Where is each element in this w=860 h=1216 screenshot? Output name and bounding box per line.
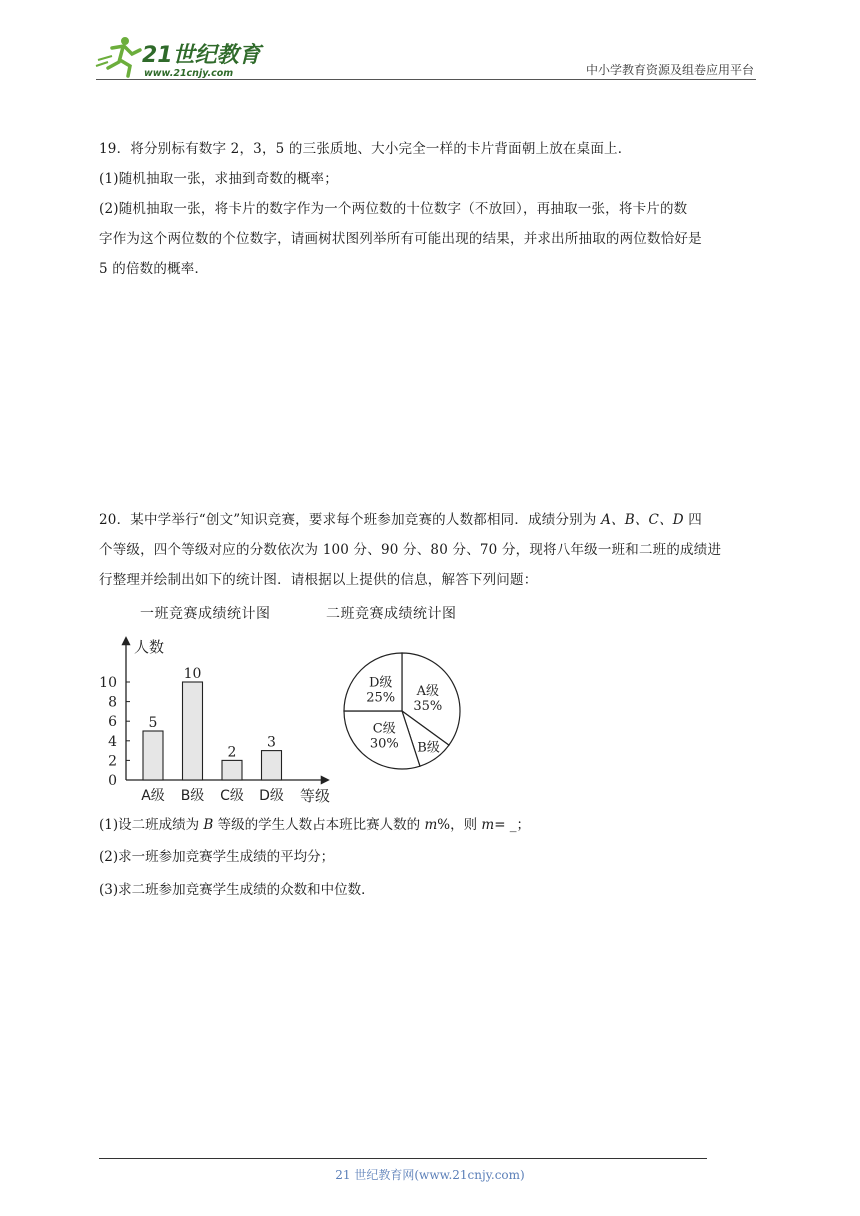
pie-slice-percent: 25% <box>366 690 396 706</box>
q19-part1: (1)随机抽取一张，求抽到奇数的概率； <box>99 171 338 187</box>
y-tick-label: 10 <box>99 675 117 691</box>
logo-url: www.21cnjy.com <box>144 68 234 79</box>
x-axis-label: 等级 <box>300 787 331 805</box>
bar-value-label: 5 <box>148 715 158 731</box>
y-tick-label: 4 <box>108 733 117 750</box>
pie-slice-percent: 30% <box>369 736 399 752</box>
bar-value-label: 2 <box>227 744 237 761</box>
q20-part2: (2)求一班参加竞赛学生成绩的平均分； <box>99 849 335 865</box>
q20-stem-line3: 行整理并绘制出如下的统计图．请根据以上提供的信息，解答下列问题： <box>99 572 538 588</box>
bar-chart-title: 一班竞赛成绩统计图 <box>140 606 271 622</box>
pie-chart <box>340 636 470 786</box>
x-tick-label: A级 <box>141 788 165 804</box>
q20-part1-text-b: 等级的学生人数占本班比赛人数的 <box>213 817 425 833</box>
pie-slice-label: B级 <box>417 740 440 756</box>
q19-part2-line1: (2)随机抽取一张，将卡片的数字作为一个两位数的十位数字（不放回），再抽取一张，将卡片的数 <box>99 201 688 217</box>
bar <box>183 682 203 780</box>
q20-part1-blank: = _； <box>494 817 531 833</box>
q20-stem-text: 20．某中学举行“创文”知识竞赛，要求每个班参加竞赛的人数都相同．成绩分别为 <box>99 512 602 528</box>
q19-stem: 19．将分别标有数字 2，3，5 的三张质地、大小完全一样的卡片背面朝上放在桌面上． <box>99 141 632 157</box>
y-tick-label: 2 <box>108 753 117 770</box>
bar <box>143 731 163 780</box>
pie-slice-label: C级 <box>372 721 396 737</box>
footer-text: 21 世纪教育网(www.21cnjy.com) <box>335 1168 525 1182</box>
y-tick-label: 6 <box>108 714 117 731</box>
q20-part3: (3)求二班参加竞赛学生成绩的众数和中位数． <box>99 882 375 898</box>
runner-icon <box>96 37 140 76</box>
bar-value-label: 3 <box>267 734 276 751</box>
bar-chart <box>96 630 346 810</box>
header-divider <box>96 79 756 80</box>
x-tick-label: D级 <box>259 788 284 804</box>
q20-part1-var-m2: m <box>481 817 495 833</box>
x-tick-label: B级 <box>180 788 205 804</box>
bar <box>222 760 242 780</box>
q20-stem-tail: 四 <box>683 512 703 528</box>
x-tick-label: C级 <box>220 788 244 804</box>
y-tick-label: 8 <box>108 694 117 711</box>
question-20 <box>99 505 763 595</box>
q19-part2-line3: 5 的倍数的概率． <box>99 261 209 277</box>
logo-text: 21世纪教育 <box>142 43 261 68</box>
y-tick-label: 0 <box>108 773 117 789</box>
bar <box>262 751 282 780</box>
q20-stem-line1 <box>99 505 763 535</box>
q19-part2-line2: 字作为这个两位数的个位数字，请画树状图列举所有可能出现的结果，并求出所抽取的两位数恰好是 <box>99 231 702 247</box>
footer-divider <box>99 1158 707 1159</box>
q20-part1-var-b: B <box>203 817 214 833</box>
header-platform-text: 中小学教育资源及组卷应用平台 <box>585 63 754 77</box>
q20-part1-text-a: (1)设二班成绩为 <box>99 817 204 833</box>
q20-grade-vars: A、B、C、D <box>601 512 684 528</box>
pie-chart-title: 二班竞赛成绩统计图 <box>326 606 457 622</box>
y-axis-label: 人数 <box>134 638 165 656</box>
site-logo <box>92 34 272 80</box>
q20-part1-var-m: m <box>424 817 438 833</box>
page-header <box>0 0 860 90</box>
q20-part1-text-c: %，则 <box>437 817 482 833</box>
q20-stem-line2: 个等级，四个等级对应的分数依次为 100 分、90 分、80 分、70 分，现将八年级一班和二班的成绩进 <box>99 542 722 558</box>
pie-slice-label: D级 <box>368 675 393 691</box>
q20-part1 <box>99 810 763 840</box>
pie-slice-label: A级 <box>416 683 440 699</box>
pie-slice-percent: 35% <box>413 698 443 714</box>
bar-value-label: 10 <box>183 666 202 682</box>
question-19 <box>99 134 763 284</box>
